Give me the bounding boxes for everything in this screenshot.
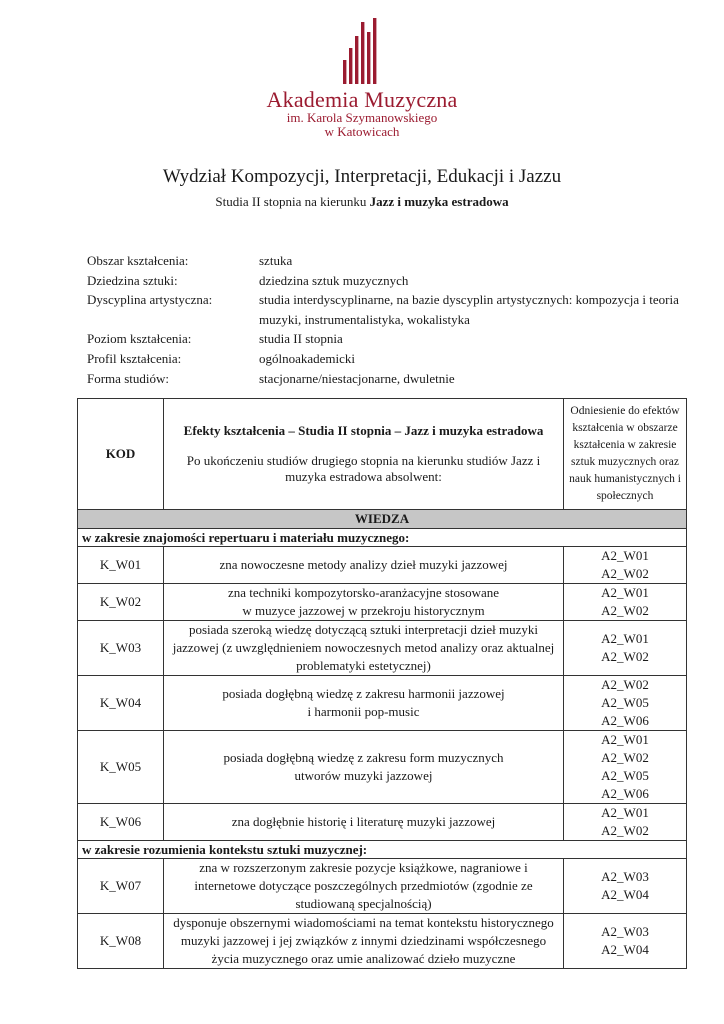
- learning-outcomes-table: [77, 398, 687, 969]
- outcome-references: A2_W01 A2_W02: [564, 584, 687, 621]
- outcome-references: A2_W01 A2_W02: [564, 621, 687, 676]
- table-row: [78, 676, 687, 731]
- outcome-code: K_W04: [78, 676, 164, 731]
- header-effects-intro: Po ukończeniu studiów drugiego stopnia na kierunku studiów Jazz i muzyka estradowa absolwent:: [186, 453, 541, 484]
- outcome-description: zna dogłębnie historię i literaturę muzyki jazzowej: [164, 804, 564, 841]
- subsection-heading: w zakresie rozumienia kontekstu sztuki muzycznej:: [78, 841, 687, 859]
- section-heading: WIEDZA: [78, 510, 687, 529]
- faculty-title: Wydział Kompozycji, Interpretacji, Edukacji i Jazzu: [162, 166, 562, 187]
- outcome-references: A2_W01 A2_W02: [564, 804, 687, 841]
- table-row: [78, 731, 687, 804]
- outcome-code: K_W05: [78, 731, 164, 804]
- outcome-references: A2_W03 A2_W04: [564, 914, 687, 969]
- program-meta: [87, 251, 687, 388]
- meta-row: [87, 251, 687, 271]
- outcome-references: A2_W01 A2_W02 A2_W05 A2_W06: [564, 731, 687, 804]
- outcome-references: A2_W03 A2_W04: [564, 859, 687, 914]
- outcome-code: K_W07: [78, 859, 164, 914]
- brand-subtitle-1: im. Karola Szymanowskiego: [286, 110, 438, 126]
- meta-row: [87, 349, 687, 369]
- meta-key: Dziedzina sztuki:: [87, 272, 178, 288]
- header-reference: Odniesienie do efektów kształcenia w obszarze kształcenia w zakresie sztuk muzycznych oraz nauk humanistycznych i społecznych: [564, 399, 687, 510]
- meta-key: Forma studiów:: [87, 370, 169, 386]
- outcome-code: K_W03: [78, 621, 164, 676]
- meta-row: [87, 290, 687, 329]
- table-row: [78, 804, 687, 841]
- outcome-code: K_W01: [78, 547, 164, 584]
- studies-prefix: Studia II stopnia na kierunku: [215, 194, 370, 209]
- outcome-code: K_W06: [78, 804, 164, 841]
- meta-key: Dyscyplina artystyczna:: [87, 292, 213, 308]
- meta-key: Profil kształcenia:: [87, 350, 182, 366]
- header-effects: [164, 399, 564, 510]
- meta-row: [87, 271, 687, 291]
- outcome-description: zna nowoczesne metody analizy dzieł muzyki jazzowej: [164, 547, 564, 584]
- outcome-references: A2_W01 A2_W02: [564, 547, 687, 584]
- outcome-description: posiada szeroką wiedzę dotyczącą sztuki interpretacji dzieł muzyki jazzowej (z uwzględnieniem nowoczesnych metod analizy oraz aktualnej problematyki estetycznej): [164, 621, 564, 676]
- outcome-description: posiada dogłębną wiedzę z zakresu harmonii jazzowej i harmonii pop-music: [164, 676, 564, 731]
- outcome-references: A2_W02 A2_W05 A2_W06: [564, 676, 687, 731]
- studies-line: [0, 194, 724, 210]
- table-row: [78, 859, 687, 914]
- meta-value: stacjonarne/niestacjonarne, dwuletnie: [259, 370, 455, 386]
- brand-name: Akademia Muzyczna: [266, 87, 458, 112]
- subsection-heading: w zakresie znajomości repertuaru i materiału muzycznego:: [78, 529, 687, 547]
- table-row: [78, 584, 687, 621]
- meta-value: sztuka: [259, 253, 293, 268]
- outcome-description: zna w rozszerzonym zakresie pozycje książkowe, nagraniowe i internetowe dotyczące poszczególnych przedmiotów (zgodnie ze studiowaną specjalnością): [164, 859, 564, 914]
- meta-row: [87, 369, 687, 389]
- meta-value: studia interdyscyplinarne, na bazie dyscyplin artystycznych: kompozycja i teoria muzyki, instrumentalistyka, wokalistyka: [259, 292, 679, 327]
- meta-value: studia II stopnia: [259, 331, 343, 347]
- meta-key: Obszar kształcenia:: [87, 253, 189, 268]
- table-row: [78, 914, 687, 969]
- header-effects-title: Efekty kształcenia – Studia II stopnia – Jazz i muzyka estradowa: [183, 423, 544, 438]
- meta-row: [87, 329, 687, 349]
- meta-value: ogólnoakademicki: [259, 350, 356, 366]
- meta-key: Poziom kształcenia:: [87, 331, 192, 347]
- outcome-description: posiada dogłębną wiedzę z zakresu form muzycznych utworów muzyki jazzowej: [164, 731, 564, 804]
- outcome-description: zna techniki kompozytorsko-aranżacyjne stosowane w muzyce jazzowej w przekroju historycznym: [164, 584, 564, 621]
- studies-field: Jazz i muzyka estradowa: [369, 194, 509, 209]
- table-row: [78, 621, 687, 676]
- logo: [0, 18, 724, 138]
- outcome-code: K_W02: [78, 584, 164, 621]
- meta-value: dziedzina sztuk muzycznych: [259, 272, 409, 288]
- brand-subtitle-2: w Katowicach: [324, 123, 400, 139]
- table-row: [78, 547, 687, 584]
- outcome-code: K_W08: [78, 914, 164, 969]
- outcome-description: dysponuje obszernymi wiadomościami na temat kontekstu historycznego muzyki jazzowej i jej związków z innymi dziedzinami współczesnego życia muzycznego oraz umie analizować dzieło muzyczne: [164, 914, 564, 969]
- academy-logo-icon: [342, 18, 382, 84]
- header-kod: KOD: [78, 399, 164, 510]
